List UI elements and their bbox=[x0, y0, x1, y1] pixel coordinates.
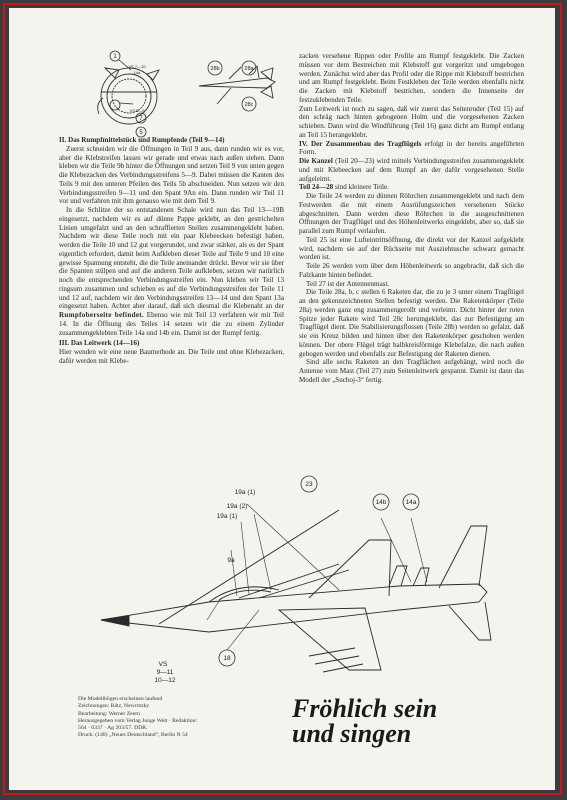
label-19a-1-top: 19a (1) bbox=[234, 489, 256, 496]
left-column bbox=[59, 136, 284, 366]
right-paragraph-6: Teil 27 ist der Antennenmast. bbox=[306, 279, 390, 288]
kanzel-text: (Teil 20—23) wird mittels Verbindungsstreifen zusammengeklebt und mit Klebeecken auf dem Rumpf an der dafür vorgesehenen Stelle aufgeleimt. bbox=[299, 157, 524, 183]
kanzel-heading: Die Kanzel bbox=[299, 157, 333, 165]
label-14a: 14a bbox=[405, 499, 417, 506]
aircraft-drawing bbox=[101, 510, 491, 672]
imprint-line: Zeichnungen: Rätz, Newrotzky bbox=[78, 703, 150, 710]
advert-title-line-1: Fröhlich sein bbox=[292, 694, 438, 723]
section-2-paragraph-3: Ebenso wie mit Teil 13 verfahren wir mit Teil 14. In die Öffnung des Teiles 14 setzen wir die zu einem Zylinder zusammengeklebten Teile 14a und 14b ein. Damit ist der Rumpf fertig. bbox=[59, 311, 284, 337]
label-9-11: 9—11 bbox=[156, 669, 174, 676]
advert-title bbox=[292, 696, 537, 746]
section-2-paragraph-1: Zuerst schneiden wir die Öffnungen in Teil 9 aus, dann runden wir es vor, aber die Klebstreifen lassen wir gerade und etwas nach außen stehen. Dann kleben wir die Teile 9b hinter die Öffnungen und setzen Teil 9 von unten gegen die Klebezacken des Verbindungsstreifens 5—9. Dabei müssen die Kanten des Teils 9 mit den unteren Pfeilen des Teils 5b abschneiden. Nun setzen wir den Verbindungsstreifen 9—11 und den Spant 9An ein. Dann runden wir Teil 11 vor und verfahren mit ihm genauso wie mit dem Teil 9. bbox=[59, 144, 284, 206]
right-paragraph-3: Die Teile 24 werden zu dünnen Röhrchen zusammengeklebt und nach dem Festwerden die mit einem Ausrüfungszeichen versehenen Stücke abgeschnitten. Dann werden diese Röhrchen in die ausgeschnittenen Öffnungen der Tragflügel und des Höhenleitwerks eingeklebt, aber so, daß sie parallel zum Rumpf verlaufen. bbox=[299, 192, 524, 235]
section-3-paragraph: Hier wenden wir eine neue Baumethode an. Die Teile und ohne Klebezacken, dafür werden mit Klebe- bbox=[59, 348, 284, 365]
label-vs: VS bbox=[158, 661, 168, 668]
imprint-block bbox=[78, 696, 278, 740]
label-part-5: 5 bbox=[139, 130, 143, 136]
imprint-line: Druck: (140) „Neues Deutschland“, Berlin N 54 bbox=[78, 732, 188, 739]
teil-24-28-heading: Teil 24—28 bbox=[299, 183, 334, 192]
label-28b: 28b bbox=[210, 66, 220, 72]
label-18: 18 bbox=[223, 655, 231, 662]
section-4-heading: IV. Der Zusammenbau des Tragflügels bbox=[299, 139, 422, 148]
label-vs-7-10: VS 7—10 bbox=[128, 64, 146, 69]
fuselage-ring-drawing bbox=[98, 68, 159, 124]
label-14b: 14b bbox=[375, 499, 387, 506]
right-column bbox=[299, 52, 524, 385]
aircraft-assembly-diagram bbox=[9, 470, 555, 690]
right-paragraph-5: Teile 26 werden vorn über dem Höhenleitwerk so angebracht, daß sich die Falzkante hinten befindet. bbox=[299, 262, 524, 279]
section-3-heading: III. Das Leitwerk (14—16) bbox=[59, 339, 140, 348]
imprint-line: Herausgegeben vom Verlag Junge Welt · Redaktion: bbox=[78, 717, 198, 724]
advert-title-line-2: und singen bbox=[292, 719, 412, 748]
right-paragraph-7: Die Teile 28a, b, c stellen 6 Raketen dar, die zu je 3 unter einem Tragflügel an den gekennzeichneten Stellen befestigt werden. Die Raketenkörper (Teile 28a) werden ganz eng zusammengerollt und verleimt. Dicht hinter der roten Spitze jeder Rakete wird Teil 28c herumgeklebt, das zur Befestigung am Tragflügel dient. Die Stabilisierungsflossen (Teile 28b) werden so gefalzt, daß sie ein Kreuz bilden und hinten über den Raketenkörper geschoben werden können. Der obere Flügel trägt halbkreisförmige Klebefalze, die nach außen gebogen werden und ebenfalls zur Befestigung der Raketen dienen. bbox=[299, 288, 524, 358]
label-19a-2: 19a (2) bbox=[226, 503, 248, 510]
right-paragraph-2: Zum Leitwerk ist noch zu sagen, daß wir zuerst das Seitenruder (Teil 15) auf den schräg nach hinten gebogenen Holm und die vorgesehenen Zacken schieben. Dann wird die Windführung (Teil 16) ganz dicht am Rumpf entlang an Teil 15 herangeklebt. bbox=[299, 104, 524, 139]
section-2-heading: II. Das Rumpfmittelstück und Rumpfende (Teil 9—14) bbox=[59, 136, 225, 144]
label-23: 23 bbox=[305, 481, 313, 488]
label-part-7: 7 bbox=[139, 116, 143, 122]
imprint-line: Die Modellbögen erscheinen laufend bbox=[78, 696, 163, 702]
section-4-text: erfolgt in der bereits angeführten Form. bbox=[299, 139, 524, 157]
label-19a-1: 19a (1) bbox=[216, 513, 238, 520]
imprint-line: Bearbeitung: Werner Zeern bbox=[78, 710, 140, 717]
section-2-paragraph-2: In die Schlitze der so entstandenen Schale wird nun das Teil 13—19B eingesetzt, nachdem wir es auf dünne Pappe geklebt, an den gestrichelten Linien umgefalzt und an den schraffierten Stellen zusammengeklebt haben. Nachdem wir diese Teile noch mit ein paar Klebeecken befestigt haben, werden die Teile 10 und 12 gut vorgerundet, und zwar stärker, als es der Spant eigentlich erfordert, damit beim Aufkleben dieser Teile auf Teile 9 und 10 eine gewisse Spannung entsteht, die die Teile aneinander drückt. Bevor wir sie über die Spanten stülpen und auf die anderen Teile aufkleben, setzen wir natürlich noch die entsprechenden Verbindungsstreifen ein. Nun kleben wir Teil 13 ringsum zusammen und schieben es auf die Verbindungsstreifen der Teile 11 und 12 auf, nachdem wir den Verbindungsstreifen 13—14 und den Spant 13a eingesetzt haben. Achtet aber darauf, daß sich diesmal die Klebenaht an der bbox=[59, 206, 284, 311]
label-9a: 9a bbox=[227, 557, 235, 564]
label-28c: 28c bbox=[244, 102, 254, 108]
teil-24-28-text: sind kleinere Teile. bbox=[335, 183, 389, 192]
label-14a: 14a bbox=[133, 70, 141, 75]
label-vs-5-9: VS 5—9 bbox=[129, 108, 145, 113]
label-part-1: 1 bbox=[113, 54, 117, 60]
right-paragraph-1: zacken versehene Rippen oder Profile am Rumpf festgeklebt. Die Zacken müssen vor dem Bestreichen mit Klebstoff gut vorgeritzt und umgebogen werden. Zunächst wird aber das Profil oder die Rippe mit Klebstoff bestrichen und am Rumpf festgeklebt. Beim Festkleben der Teile werden ebenfalls nicht die Zacken mit Klebstoff bestrichen, sondern die Innenseite der festzuklebenden Teile. bbox=[299, 52, 524, 104]
label-28a: 28a bbox=[244, 66, 254, 72]
right-paragraph-4: Teil 25 ist eine Lufteintrittsöffnung, die direkt vor der Kanzel aufgeklebt wird, nachdem sie auf der Rückseite mit Ausziehtusche schwarz gemacht worden ist. bbox=[299, 235, 524, 262]
label-10-12: 10—12 bbox=[154, 677, 176, 684]
right-paragraph-8: Sind alle sechs Raketen an den Tragflächen aufgehängt, wird noch die Antenne vom Mast (Teil 27) zum Seitenleitwerk gespannt. Damit ist dann das Modell der „Suchoj-3“ fertig. bbox=[299, 358, 524, 384]
imprint-line: 564 · 0337 · Ag 203/57. DDR. bbox=[78, 725, 148, 732]
document-page bbox=[9, 8, 555, 790]
section-2-emphasis: Rumpfoberseite befindet. bbox=[59, 311, 145, 319]
